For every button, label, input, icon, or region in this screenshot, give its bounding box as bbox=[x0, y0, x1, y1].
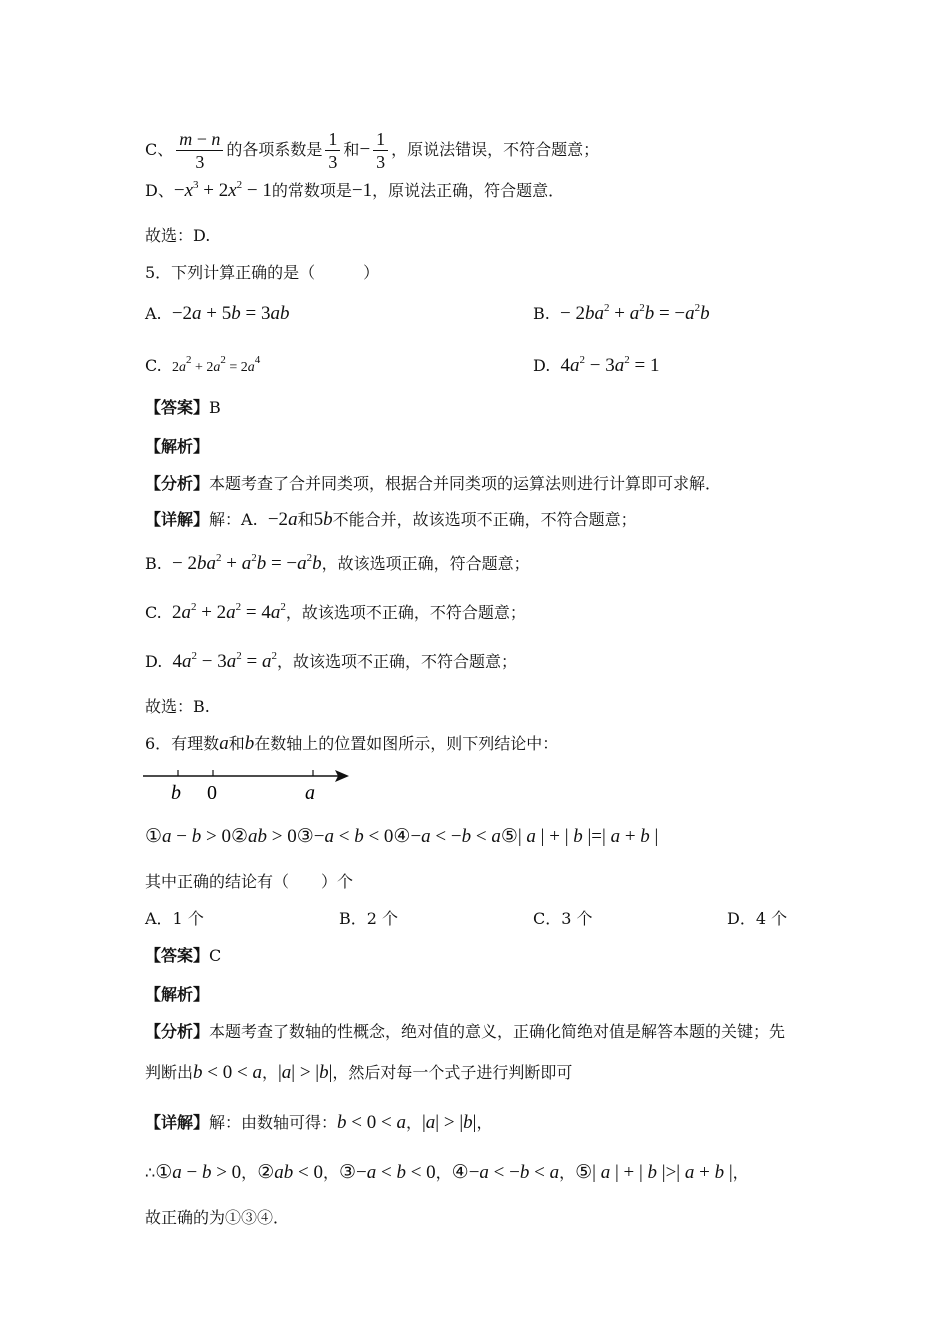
math-expression: −1 bbox=[351, 180, 373, 201]
answer-label: 【答案】 bbox=[145, 398, 210, 417]
therefore-symbol: ∴ bbox=[145, 1163, 156, 1182]
text: 和 bbox=[343, 140, 360, 159]
option-label: C、 bbox=[145, 140, 174, 159]
fenxi-label: 【分析】 bbox=[145, 1022, 210, 1041]
text: 不能合并，故该选项不正确，不符合题意； bbox=[332, 510, 637, 529]
line-c-explanation: C、 $\frac{m - n}{3}$ 的各项系数是 $\frac{1}{3}$ 和− $\frac{1}{3}$ ，原说法错误，不符合题意； bbox=[145, 129, 600, 172]
q6-option-b: B．2 个 bbox=[339, 909, 399, 928]
text: 解：由数轴可得： bbox=[209, 1113, 338, 1132]
q6-final: 故正确的为①③④． bbox=[145, 1208, 290, 1227]
option-label: C. bbox=[145, 603, 162, 622]
text: 判断出 bbox=[145, 1063, 194, 1082]
q6-option-d: D．4 个 bbox=[727, 909, 788, 928]
option-label: D、 bbox=[145, 181, 174, 200]
text: ，原说法错误，不符合题意； bbox=[391, 140, 600, 159]
text: ，故该选项正确，符合题意； bbox=[321, 554, 530, 573]
q5-xj-d: D. $4a^2 - 3a^2 = a^2$，故该选项不正确，不符合题意； bbox=[145, 650, 517, 672]
q6-option-c: C．3 个 bbox=[533, 909, 593, 928]
analysis-label: 【解析】 bbox=[145, 985, 210, 1004]
text: 和 bbox=[297, 510, 314, 529]
q5-analysis-label bbox=[145, 436, 209, 458]
text: 在数轴上的位置如图所示，则下列结论中： bbox=[254, 734, 559, 753]
q6-analysis-label bbox=[145, 984, 209, 1006]
answer-line: 故选：D. bbox=[145, 226, 211, 245]
text: 的常数项是 bbox=[271, 181, 352, 200]
text: 6．有理数 bbox=[145, 734, 220, 753]
q5-fenxi bbox=[145, 473, 721, 495]
question-6-title: 6．有理数a和b在数轴上的位置如图所示，则下列结论中： bbox=[145, 733, 559, 754]
axis-label-zero: 0 bbox=[207, 782, 217, 804]
text: 本题考查了合并同类项，根据合并同类项的运算法则进行计算即可求解． bbox=[209, 474, 722, 493]
question-5-title: 5．下列计算正确的是（ ） bbox=[145, 263, 380, 282]
text: ，然后对每一个式子进行判断即可 bbox=[332, 1063, 573, 1082]
option-label: C. bbox=[145, 356, 162, 375]
math-expression: $-x^3 + 2x^2 - 1$ bbox=[173, 179, 272, 201]
q5-xj-b: B. − $2ba^2 + a^2b = -a^2b$，故该选项正确，符合题意； bbox=[145, 552, 530, 574]
q6-fenxi-2: 判断出b < 0 < a，|a| > |b|，然后对每一个式子进行判断即可 bbox=[145, 1062, 573, 1083]
q5-answer bbox=[145, 397, 221, 419]
fraction-one-third: $\frac{1}{3}$ bbox=[325, 128, 340, 173]
q6-xiangjie: 【详解】解：由数轴可得：b < 0 < a，|a| > |b|， bbox=[145, 1112, 493, 1133]
fraction-m-minus-n-over-3: $\frac{m - n}{3}$ bbox=[176, 128, 223, 173]
fenxi-label: 【分析】 bbox=[145, 474, 210, 493]
option-label: B. bbox=[145, 554, 162, 573]
line-d-explanation bbox=[145, 180, 564, 202]
axis-label-a: a bbox=[305, 782, 315, 804]
q6-answer bbox=[145, 945, 221, 967]
q6-statements: ①a − b > 0②ab > 0③−a < b < 0④−a < −b < a⑤| a | + | b |=| a + b | bbox=[145, 826, 659, 847]
q5-xj-c: C. $2a^2 + 2a^2 = 4a^2$，故该选项不正确，不符合题意； bbox=[145, 601, 526, 623]
q5-final: 故选：B. bbox=[145, 697, 210, 716]
q5-xiangjie: 【详解】解：A. −2a和5b不能合并，故该选项不正确，不符合题意； bbox=[145, 509, 637, 530]
text: 和 bbox=[228, 734, 245, 753]
q5-option-b: B. − $2ba^2 + a^2b = -a^2b$ bbox=[533, 302, 710, 324]
number-line-figure bbox=[143, 763, 353, 808]
text: ，故该选项不正确，不符合题意； bbox=[276, 652, 517, 671]
xiangjie-label: 【详解】 bbox=[145, 1113, 210, 1132]
answer-value: C bbox=[209, 946, 222, 965]
option-label: A. bbox=[145, 304, 162, 323]
axis-label-b: b bbox=[171, 782, 181, 804]
text: ，故该选项不正确，不符合题意； bbox=[285, 603, 526, 622]
option-label: D. bbox=[533, 356, 551, 375]
q5-option-a: A. −2a + 5b = 3ab bbox=[145, 303, 290, 324]
q6-ask: 其中正确的结论有（ ）个 bbox=[145, 872, 354, 891]
q5-option-d: D. $4a^2 - 3a^2 = 1$ bbox=[533, 354, 660, 376]
q6-fenxi bbox=[145, 1021, 785, 1043]
option-label: B. bbox=[533, 304, 550, 323]
text: 解：A. bbox=[209, 510, 258, 529]
option-label: D. bbox=[145, 652, 163, 671]
text: 本题考查了数轴的性概念，绝对值的意义，正确化简绝对值是解答本题的关键；先 bbox=[209, 1022, 786, 1041]
analysis-label: 【解析】 bbox=[145, 437, 210, 456]
xiangjie-label: 【详解】 bbox=[145, 510, 210, 529]
answer-label: 【答案】 bbox=[145, 946, 210, 965]
answer-value: B bbox=[209, 398, 221, 417]
text: ，原说法正确，符合题意． bbox=[372, 181, 565, 200]
q6-option-a: A．1 个 bbox=[145, 909, 204, 928]
q5-option-c: C. $2a^2 + 2a^2 = 2a^4$ bbox=[145, 354, 261, 375]
fraction-neg-one-third: $\frac{1}{3}$ bbox=[373, 128, 388, 173]
q6-therefore: ∴①a − b > 0，②ab < 0，③−a < b < 0，④−a < −b < a，⑤| a | + | b |>| a + b |， bbox=[145, 1162, 749, 1183]
text: 的各项系数是 bbox=[226, 140, 323, 159]
